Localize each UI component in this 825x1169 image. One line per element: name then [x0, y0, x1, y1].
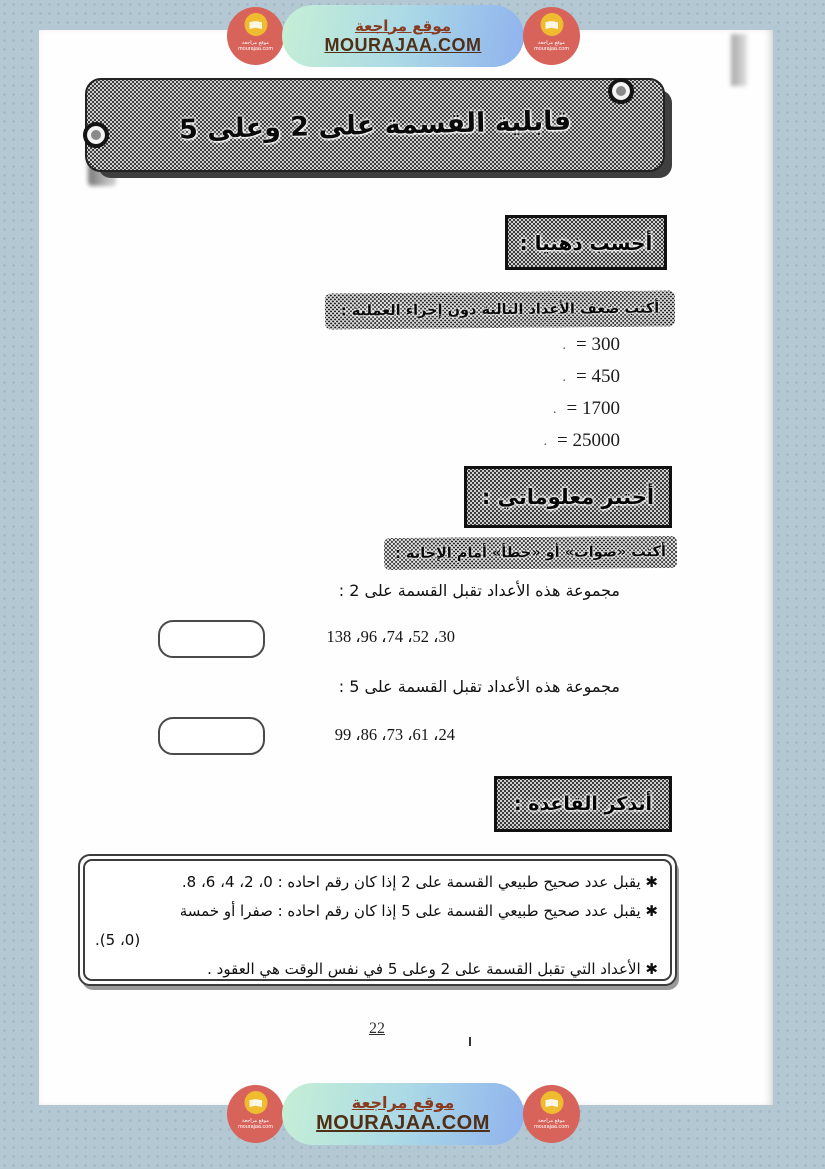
site-domain[interactable]: MOURAJAA.COM [316, 1112, 490, 1134]
site-name-arabic[interactable]: موقع مراجعة [354, 16, 452, 35]
equation-value: = 450 [576, 366, 620, 387]
section-header-label: أختبر معلوماتي : [481, 485, 655, 509]
instruction-label: أكتب ضعف الأعداد التالية دون إجراء العملية : [340, 300, 660, 320]
badge-site-domain: mourajaa.com [238, 1124, 273, 1130]
equation-row [470, 426, 620, 458]
answer-blank[interactable]: . [562, 337, 567, 353]
instruction-label: أكتب «صواب» أو «خطأ» أمام الإجابة : [395, 544, 666, 562]
rule-line-continuation: (0، 5). [95, 931, 141, 949]
book-logo-icon [244, 1091, 267, 1114]
equation-value: = 1700 [566, 398, 620, 419]
equation-value: = 25000 [557, 430, 620, 451]
book-logo-icon [540, 1091, 563, 1114]
answer-blank[interactable]: . [553, 401, 557, 417]
question-statement: مجموعة هذه الأعداد تقبل القسمة على 5 : [338, 677, 620, 696]
site-link-pill[interactable] [282, 5, 524, 67]
badge-site-name: موقع مراجعة [538, 1118, 565, 1124]
equation-value: = 300 [576, 334, 620, 355]
rule-line: ✱ الأعداد التي تقبل القسمة على 2 وعلى 5 في نفس الوقت هي العقود . [207, 960, 658, 978]
site-logo-badge [227, 7, 284, 65]
question-numbers: 30، 52، 74، 96، 138 [326, 627, 455, 646]
equation-row [470, 362, 620, 394]
rule-box [78, 854, 677, 986]
section-header-mental-math [505, 215, 667, 270]
instruction-mental-math [325, 290, 675, 329]
answer-box[interactable] [158, 620, 265, 658]
site-domain[interactable]: MOURAJAA.COM [324, 34, 482, 55]
book-logo-icon [244, 13, 267, 36]
site-logo-badge [523, 7, 580, 65]
badge-site-name: موقع مراجعة [538, 40, 565, 46]
rule-line: ✱ يقبل عدد صحيح طبيعي القسمة على 5 إذا كان رقم احاده : صفرا أو خمسة [179, 902, 658, 920]
grommet-icon [608, 78, 634, 104]
question-statement: مجموعة هذه الأعداد تقبل القسمة على 2 : [338, 581, 620, 600]
instruction-test-knowledge [384, 536, 677, 570]
site-logo-badge [523, 1085, 580, 1143]
site-link-pill[interactable] [282, 1083, 524, 1145]
badge-site-domain: mourajaa.com [534, 1124, 569, 1130]
site-banner-top [227, 5, 580, 67]
badge-site-domain: mourajaa.com [238, 46, 273, 52]
section-header-label: أحسب ذهنيا : [519, 230, 653, 255]
grommet-icon [83, 122, 109, 148]
answer-blank[interactable]: . [562, 369, 567, 385]
question-numbers: 24، 61، 73، 86، 99 [334, 725, 455, 744]
equation-row [470, 330, 620, 362]
site-banner-bottom [227, 1083, 580, 1145]
equation-row [470, 394, 620, 426]
rule-line: ✱ يقبل عدد صحيح طبيعي القسمة على 2 إذا كان رقم احاده : 0، 2، 4، 6، 8. [181, 873, 658, 891]
section-header-label: أتذكر القاعدة : [514, 793, 652, 815]
lesson-title-banner [85, 78, 665, 172]
book-logo-icon [540, 13, 563, 36]
section-header-rule [494, 776, 672, 832]
site-name-arabic[interactable]: موقع مراجعة [351, 1093, 455, 1112]
scan-smudge-right [731, 34, 747, 86]
badge-site-name: موقع مراجعة [242, 1118, 269, 1124]
equations-list [470, 330, 620, 458]
section-header-test-knowledge [464, 466, 672, 528]
answer-box[interactable] [158, 717, 265, 755]
badge-site-name: موقع مراجعة [242, 40, 269, 46]
badge-site-domain: mourajaa.com [534, 46, 569, 52]
answer-blank[interactable]: . [543, 433, 548, 449]
rule-box-inner [83, 859, 672, 981]
lesson-title: قابلية القسمة على 2 وعلى 5 [178, 105, 572, 145]
page-number: 22 [369, 1020, 385, 1037]
scan-tick-mark [469, 1037, 471, 1046]
site-logo-badge [227, 1085, 284, 1143]
